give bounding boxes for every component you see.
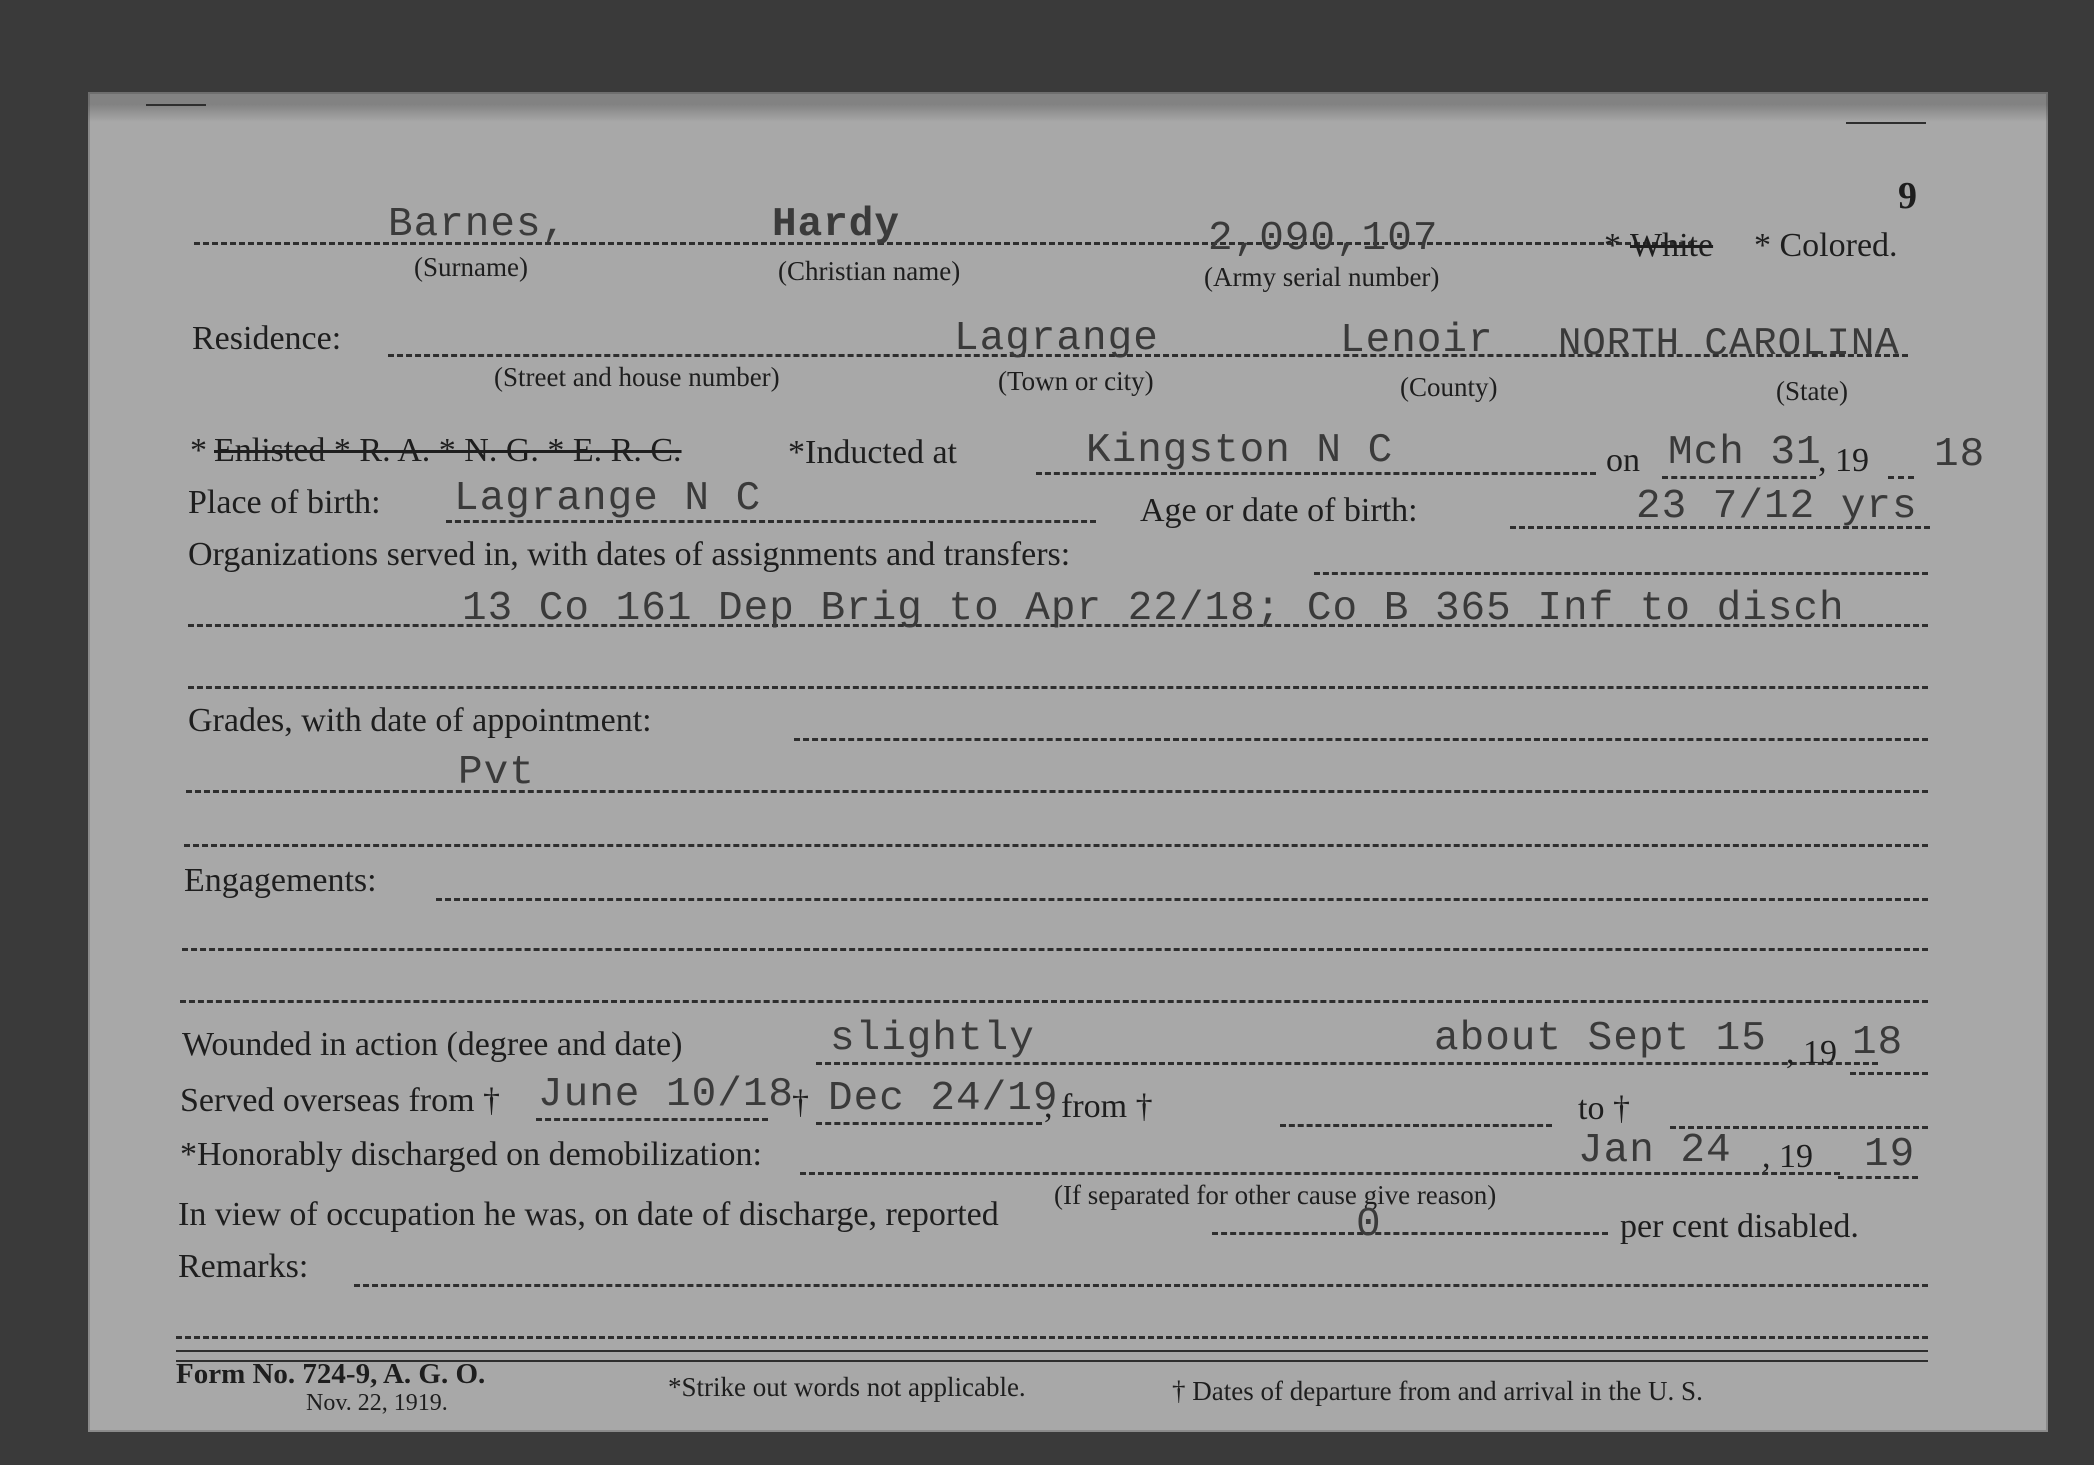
birthplace-label: Place of birth: [188, 484, 381, 521]
race-white: White [1630, 227, 1714, 264]
service-record-card [88, 92, 2048, 1432]
form-number: Form No. 724-9, A. G. O. [176, 1358, 486, 1390]
discharge-year: 19 [1864, 1132, 1916, 1178]
engagements-line-3 [180, 1000, 1928, 1003]
overseas-from-label-2: , from † [1044, 1088, 1153, 1125]
engagements-line-1 [436, 898, 1928, 901]
grades-label: Grades, with date of appointment: [188, 702, 652, 739]
wounded-line [816, 1062, 1878, 1065]
discharge-date: Jan 24 [1578, 1128, 1732, 1174]
card-number: 9 [1898, 175, 1917, 217]
footer-note-strike: *Strike out words not applicable. [668, 1372, 1026, 1402]
footer-note-dates: † Dates of departure from and arrival in the U. S. [1172, 1376, 1703, 1406]
discharge-year-prefix: , 19 [1762, 1138, 1813, 1175]
wounded-label: Wounded in action (degree and date) [182, 1026, 683, 1063]
inducted-label: *Inducted at [788, 434, 957, 471]
disability-label: In view of occupation he was, on date of discharge, reported [178, 1196, 999, 1233]
caption-surname: (Surname) [414, 252, 528, 282]
induction-year-prefix: , 19 [1818, 442, 1869, 479]
race-star: * [1604, 227, 1621, 264]
wounded-degree: slightly [830, 1016, 1035, 1062]
induction-year-line [1888, 476, 1914, 479]
wounded-year-line [1850, 1072, 1928, 1075]
race-colored: * Colored. [1754, 227, 1898, 264]
disability-value: 0 [1356, 1202, 1382, 1248]
serial-number-value: 2,090,107 [1208, 216, 1439, 262]
engagements-label: Engagements: [184, 862, 377, 899]
remarks-line-1 [354, 1284, 1928, 1287]
disability-suffix: per cent disabled. [1620, 1208, 1859, 1245]
discharge-label: *Honorably discharged on demobilization: [180, 1136, 762, 1173]
form-date: Nov. 22, 1919. [306, 1390, 448, 1416]
overseas-from-line-2 [1280, 1124, 1552, 1127]
grades-line-3 [184, 844, 1928, 847]
birthplace-value: Lagrange N C [454, 476, 762, 522]
caption-county: (County) [1400, 372, 1498, 402]
organizations-line-3 [188, 686, 1928, 689]
overseas-label: Served overseas from † [180, 1082, 501, 1119]
organizations-value: 13 Co 161 Dep Brig to Apr 22/18; Co B 365 Inf to disch [462, 586, 1845, 632]
caption-street: (Street and house number) [494, 362, 780, 392]
overseas-to-label-2: to † [1578, 1090, 1630, 1127]
age-label: Age or date of birth: [1140, 492, 1418, 529]
induction-year: 18 [1934, 432, 1986, 478]
grades-line-1 [794, 738, 1928, 741]
christian-name-value: Hardy [772, 202, 901, 248]
overseas-to-line [816, 1122, 1042, 1125]
enlisted-star: * [190, 432, 207, 469]
organizations-line-1 [1314, 572, 1928, 575]
caption-state: (State) [1776, 376, 1848, 406]
disability-line [1212, 1232, 1608, 1235]
overseas-to-date: Dec 24/19 [828, 1076, 1059, 1122]
induction-date-line [1662, 476, 1816, 479]
caption-town: (Town or city) [998, 366, 1154, 396]
residence-town: Lagrange [954, 316, 1159, 362]
grades-value: Pvt [458, 750, 535, 796]
wounded-date: about Sept 15 [1434, 1016, 1767, 1062]
residence-state: NORTH CAROLINA [1558, 322, 1900, 366]
overseas-from-line [536, 1118, 768, 1121]
wounded-year: 18 [1852, 1020, 1904, 1066]
grades-line-2 [186, 790, 1928, 793]
age-value: 23 7/12 yrs [1636, 484, 1918, 530]
caption-serial: (Army serial number) [1204, 262, 1440, 292]
surname-value: Barnes, [388, 202, 568, 248]
organizations-label: Organizations served in, with dates of assignments and transfers: [188, 536, 1071, 573]
wounded-year-prefix: , 19 [1786, 1034, 1837, 1071]
corner-mark [146, 104, 206, 106]
overseas-from-date: June 10/18 [538, 1072, 795, 1118]
enlisted-options: Enlisted * R. A. * N. G. * E. R. C. [214, 432, 682, 469]
residence-label: Residence: [192, 320, 342, 357]
card-number-rule [1846, 122, 1926, 124]
residence-county: Lenoir [1340, 318, 1494, 364]
induction-date: Mch 31 [1668, 430, 1822, 476]
inducted-place: Kingston N C [1086, 428, 1394, 474]
remarks-label: Remarks: [178, 1248, 309, 1285]
footer-rule-1 [176, 1350, 1928, 1352]
discharge-caption: (If separated for other cause give reason) [1054, 1180, 1497, 1210]
remarks-line-2 [176, 1336, 1928, 1339]
on-label: on [1606, 442, 1640, 479]
caption-christian: (Christian name) [778, 256, 961, 286]
engagements-line-2 [182, 948, 1928, 951]
overseas-dagger: † [792, 1084, 809, 1121]
